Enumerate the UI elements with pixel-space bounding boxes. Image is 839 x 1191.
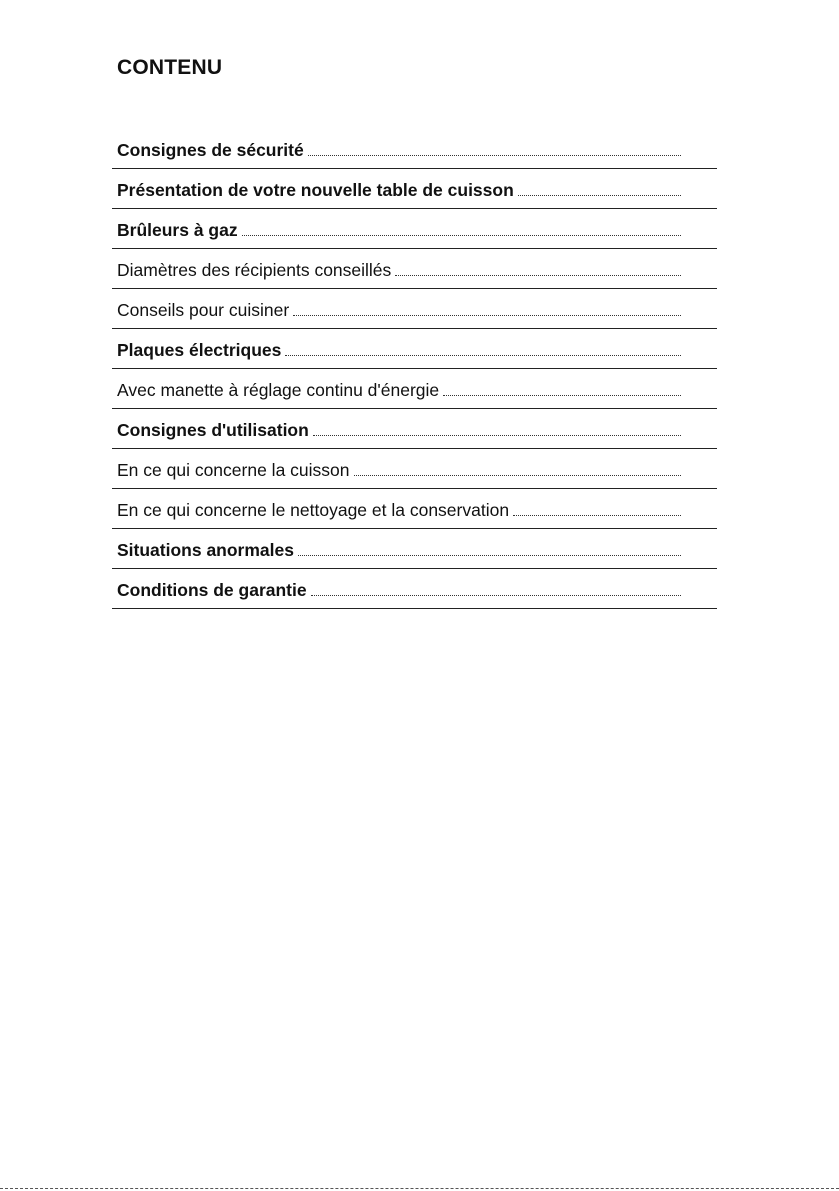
toc-entry-label: Avec manette à réglage continu d'énergie bbox=[117, 380, 440, 400]
toc-entry-consignes-de-securite[interactable] bbox=[112, 129, 717, 169]
toc-entry-label: Conditions de garantie bbox=[117, 580, 307, 600]
toc-entry-label: Présentation de votre nouvelle table de cuisson bbox=[117, 180, 514, 200]
toc-entry-plaques-electriques[interactable] bbox=[112, 329, 717, 369]
toc-entry-diametres-recipients[interactable] bbox=[112, 249, 717, 289]
toc-entry-label: Situations anormales bbox=[117, 540, 294, 560]
toc-entry-presentation[interactable] bbox=[112, 169, 717, 209]
toc-entry-label: Conseils pour cuisiner bbox=[117, 300, 290, 320]
dotted-leader bbox=[242, 235, 681, 236]
dotted-leader bbox=[285, 355, 681, 356]
toc-entry-nettoyage-conservation[interactable] bbox=[112, 489, 717, 529]
dotted-leader bbox=[308, 155, 681, 156]
toc-entry-label: Consignes d'utilisation bbox=[117, 420, 309, 440]
toc-entry-label: Consignes de sécurité bbox=[117, 140, 304, 160]
toc-entry-label: En ce qui concerne le nettoyage et la conservation bbox=[117, 500, 510, 520]
dotted-leader bbox=[293, 315, 681, 316]
toc-entry-conditions-garantie[interactable] bbox=[112, 569, 717, 609]
dotted-leader bbox=[298, 555, 681, 556]
toc-entry-situations-anormales[interactable] bbox=[112, 529, 717, 569]
table-of-contents bbox=[112, 129, 717, 609]
page-bottom-divider bbox=[0, 1188, 839, 1189]
toc-entry-bruleurs-a-gaz[interactable] bbox=[112, 209, 717, 249]
toc-entry-label: Plaques électriques bbox=[117, 340, 282, 360]
dotted-leader bbox=[518, 195, 681, 196]
dotted-leader bbox=[395, 275, 681, 276]
toc-entry-label: Diamètres des récipients conseillés bbox=[117, 260, 392, 280]
toc-entry-label: En ce qui concerne la cuisson bbox=[117, 460, 350, 480]
toc-entry-manette-reglage[interactable] bbox=[112, 369, 717, 409]
dotted-leader bbox=[443, 395, 681, 396]
toc-entry-label: Brûleurs à gaz bbox=[117, 220, 238, 240]
toc-entry-cuisson[interactable] bbox=[112, 449, 717, 489]
dotted-leader bbox=[354, 475, 682, 476]
dotted-leader bbox=[313, 435, 681, 436]
toc-entry-consignes-utilisation[interactable] bbox=[112, 409, 717, 449]
page-title: CONTENU bbox=[117, 56, 223, 79]
toc-entry-conseils-cuisiner[interactable] bbox=[112, 289, 717, 329]
dotted-leader bbox=[311, 595, 681, 596]
dotted-leader bbox=[513, 515, 681, 516]
